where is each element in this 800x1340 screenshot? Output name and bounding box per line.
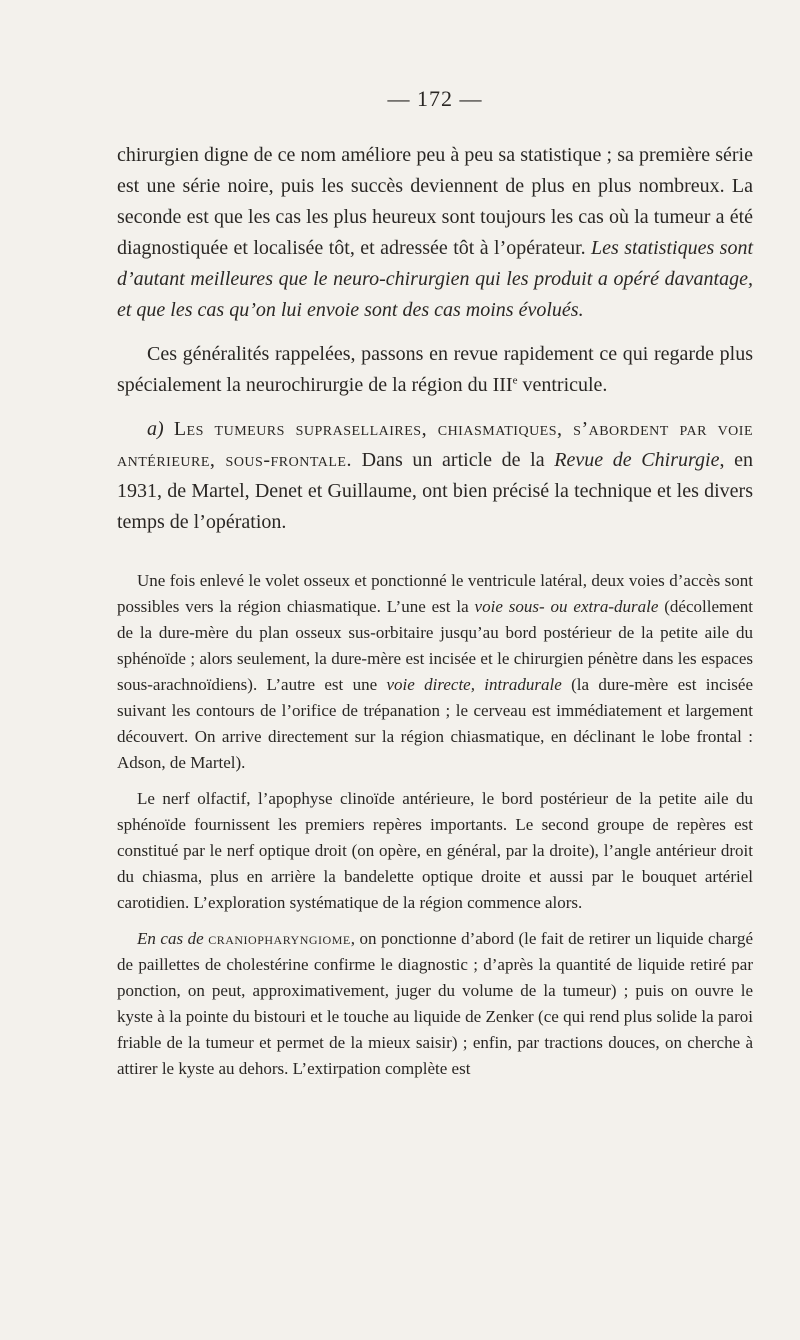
section-heading: Les tumeurs suprasellaires, chiasmatiques, s’abordent par voie antérieure, sous-frontale. [117, 418, 754, 471]
paragraph-craniopharyngioma [117, 926, 753, 1082]
paragraph-access-routes [117, 568, 753, 776]
paragraph-statistics [117, 140, 753, 326]
paragraph-2-text: Ces généralités rappelées, passons en revue rapidement ce qui regarde plus spécialement la neurochirurgie de la région du III [117, 343, 753, 396]
section-label: a) [147, 418, 164, 440]
paragraph-6-smallcaps: craniopharyngiome [208, 929, 351, 948]
paragraph-5-text: Le nerf olfactif, l’apophyse clinoïde antérieure, le bord postérieur de la petite aile du sphénoïde fournissent les premiers repères importants. Le second groupe de repères est constitué par le nerf optique droit (on opère, en général, par la droite), l’angle antérieur droit du chiasma, plus en arrière la bandelette optique droite et aussi par le bouquet artériel carotidien. L’exploration systématique de la région commence alors. [117, 789, 753, 912]
paragraph-4-italic-2: voie directe, intradurale [386, 675, 562, 694]
paragraph-4-text-2: (décollement de la dure-mère du plan osseux sus-orbitaire jusqu’au bord postérieur de la petite aile du sphénoïde ; alors seulement, la dure-mère est incisée et le chirurgien pénètre dans les espaces sous-arachnoïdiens). L’autre est une [117, 597, 753, 694]
paragraph-4-italic-1: voie sous- ou extra-durale [474, 597, 659, 616]
paragraph-3-text: Dans un article de la [351, 449, 555, 471]
paragraph-suprasellar [117, 414, 753, 538]
paragraph-3-text-end: , en 1931, de Martel, Denet et Guillaume, ont bien précisé la technique et les divers temps de l’opération. [117, 449, 753, 533]
small-text-section [117, 568, 753, 1082]
paragraph-4-text: Une fois enlevé le volet osseux et ponctionné le ventricule latéral, deux voies d’accès sont possibles vers la région chiasmatique. L’une est la [117, 571, 753, 616]
large-text-section [117, 140, 753, 538]
paragraph-4-text-3: (la dure-mère est incisée suivant les contours de l’orifice de trépanation ; le cerveau est immédiatement et largement découvert. On arrive directement sur la région chiasmatique, en déclinant le lobe frontal : Adson, de Martel). [117, 675, 754, 772]
journal-title: Revue de Chirurgie [554, 449, 720, 471]
paragraph-landmarks [117, 786, 753, 916]
paragraph-6-text: , on ponctionne d’abord (le fait de retirer un liquide chargé de paillettes de cholestérine confirme le diagnostic ; d’après la quantité de liquide retiré par ponction, on peut, approximativement, juger du volume de la tumeur) ; puis on ouvre le kyste à la pointe du bistouri et le touche au liquide de Zenker (ce qui rend plus solide la paroi friable de la tumeur et permet de la mieux saisir) ; enfin, par tractions douces, on cherche à attirer le kyste au dehors. L’extirpation complète est [117, 929, 753, 1078]
paragraph-6-italic: En cas de [137, 929, 204, 948]
page-number: — 172 — [387, 86, 483, 111]
paragraph-1-italic: Les statistiques sont d’autant meilleures que le neuro-chirurgien qui les produit a opéré davantage, et que les cas qu’on lui envoie sont des cas moins évolués. [117, 237, 753, 321]
paragraph-generalities [117, 339, 753, 401]
paragraph-2-text-end: ventricule. [517, 374, 608, 396]
paragraph-2-superscript: e [512, 374, 518, 387]
paragraph-1-text: chirurgien digne de ce nom améliore peu à peu sa statistique ; sa première série est une série noire, puis les succès deviennent de plus en plus nombreux. La seconde est que les cas les plus heureux sont toujours les cas où la tumeur a été diagnostiquée et localisée tôt, et adressée tôt à l’opérateur. [117, 144, 753, 259]
page [117, 86, 753, 1092]
